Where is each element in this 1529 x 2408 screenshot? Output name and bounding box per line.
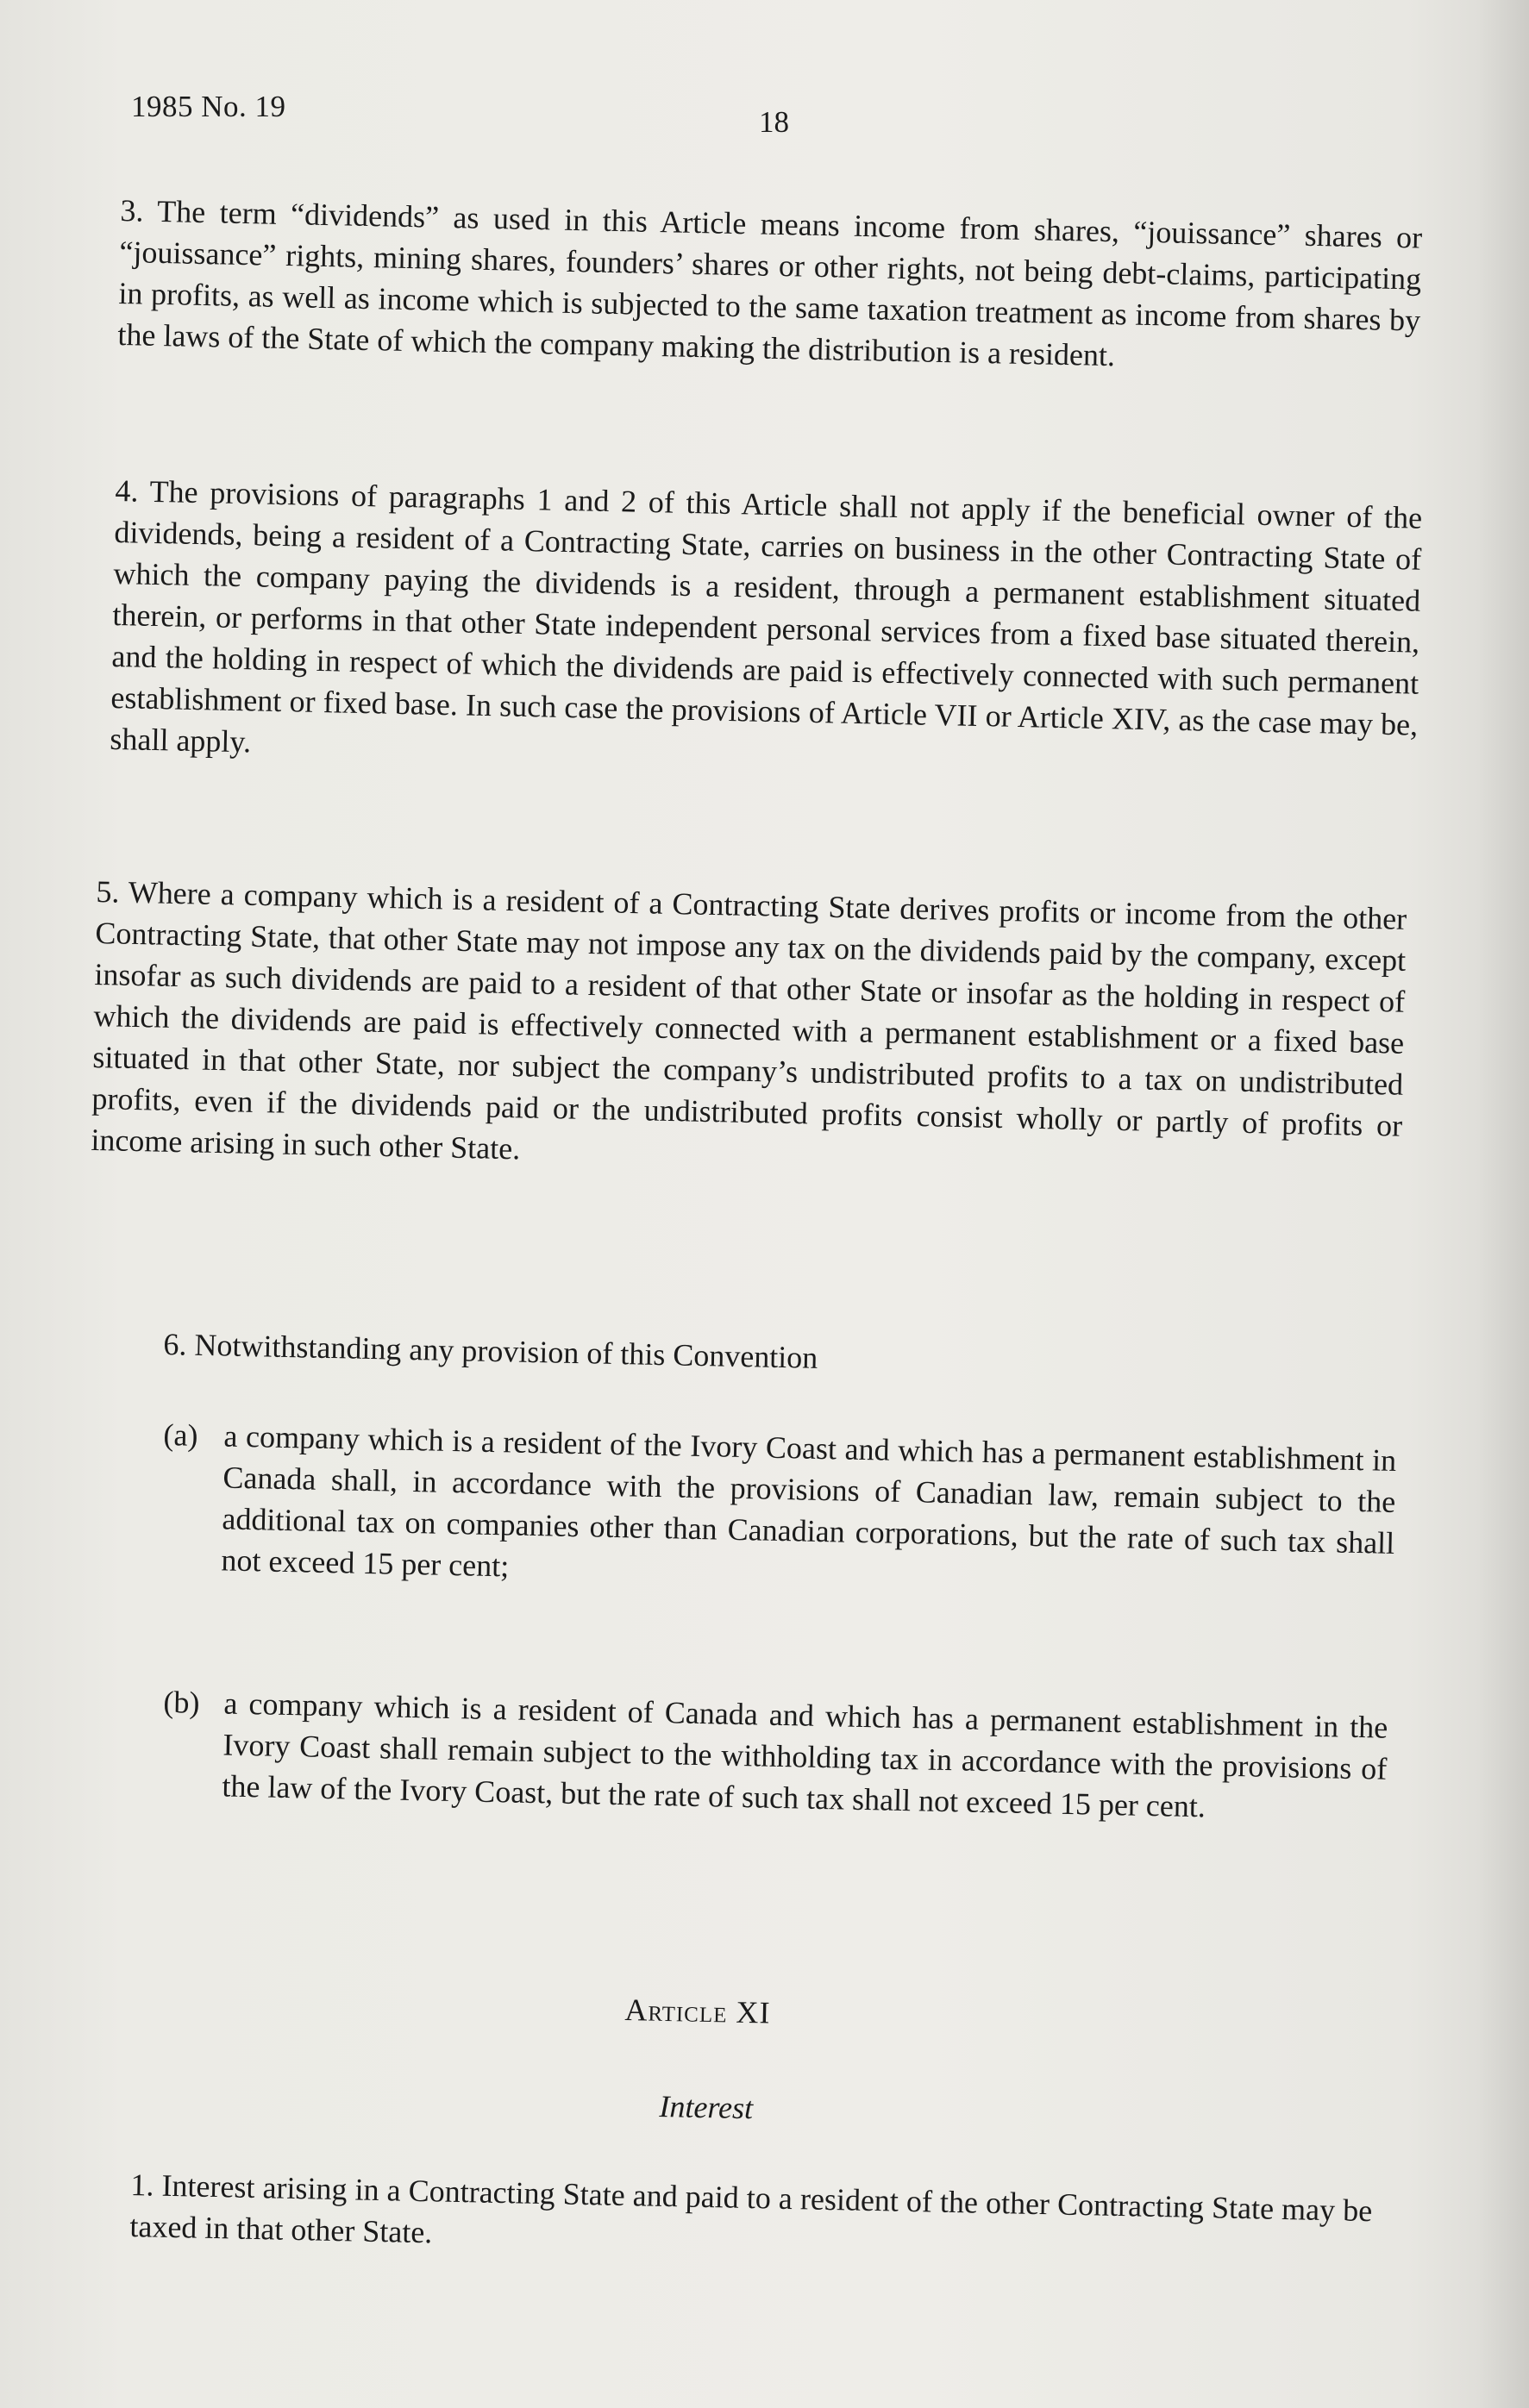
paragraph-3-dividends-definition: 3. The term “dividends” as used in this Article means income from shares, “jouissance” shares or “jouissance” rights, mining shares, founders’ shares or other rights, not being debt-claims, participating in profits, as well as income which is subjected to the same taxation treatment as income from shares by the laws of the State of which the company making the distribution is a resident.	[117, 192, 1423, 373]
article-heading: Article XI	[624, 1992, 771, 2030]
article-subheading: Interest	[659, 2088, 754, 2126]
page-gutter-shadow	[1477, 0, 1529, 2408]
list-marker-a: (a)	[163, 1417, 198, 1453]
page-number: 18	[759, 105, 789, 139]
list-item-b	[160, 1681, 1388, 1879]
paragraph-6-notwithstanding: 6. Notwithstanding any provision of this Convention	[163, 1326, 818, 1375]
list-marker-b: (b)	[163, 1684, 200, 1720]
paragraph-4-permanent-establishment: 4. The provisions of paragraphs 1 and 2 of this Article shall not apply if the beneficial owner of the dividends, being a resident of a Contracting State, carries on business in the other Contracting State of which the company paying the dividends is a resident, through a permanent establishment situated therein, or performs in that other State independent personal services from a fixed base situated therein, and the holding in respect of which the dividends are paid is effectively connected with such permanent establishment or fixed base. In such case the provisions of Article VII or Article XIV, as the case may be, shall apply.	[110, 472, 1423, 760]
paragraph-5-undistributed-profits: 5. Where a company which is a resident of a Contracting State derives profits or income from the other Contracting State, that other State may not impose any tax on the dividends paid by the company, except insofar as such dividends are paid to a resident of that other State or insofar as the holding in respect of which the dividends are paid is effectively connected with a permanent establishment or a fixed base situated in that other State, nor subject the company’s undistributed profits to a tax on undistributed profits, even if the dividends paid or the undistributed profits consist wholly or partly of profits or income arising in such other State.	[91, 873, 1407, 1166]
list-item-a-text: a company which is a resident of the Ivory Coast and which has a permanent establishment in Canada shall, in accordance with the provisions of Canadian law, remain subject to the additional tax on companies other than Canadian corporations, but the rate of such tax shall not exceed 15 per cent;	[221, 1418, 1397, 1584]
paragraph-interest-1: 1. Interest arising in a Contracting State and paid to a resident of the other Contracting State may be taxed in that other State.	[129, 2167, 1373, 2250]
gazette-reference: 1985 No. 19	[131, 90, 286, 123]
list-item-a	[160, 1414, 1397, 1647]
list-item-b-text: a company which is a resident of Canada and which has a permanent establishment in the Ivory Coast shall remain subject to the withholding tax in accordance with the provisions of the law of the Ivory Coast, but the rate of such tax shall not exceed 15 per cent.	[222, 1686, 1388, 1824]
